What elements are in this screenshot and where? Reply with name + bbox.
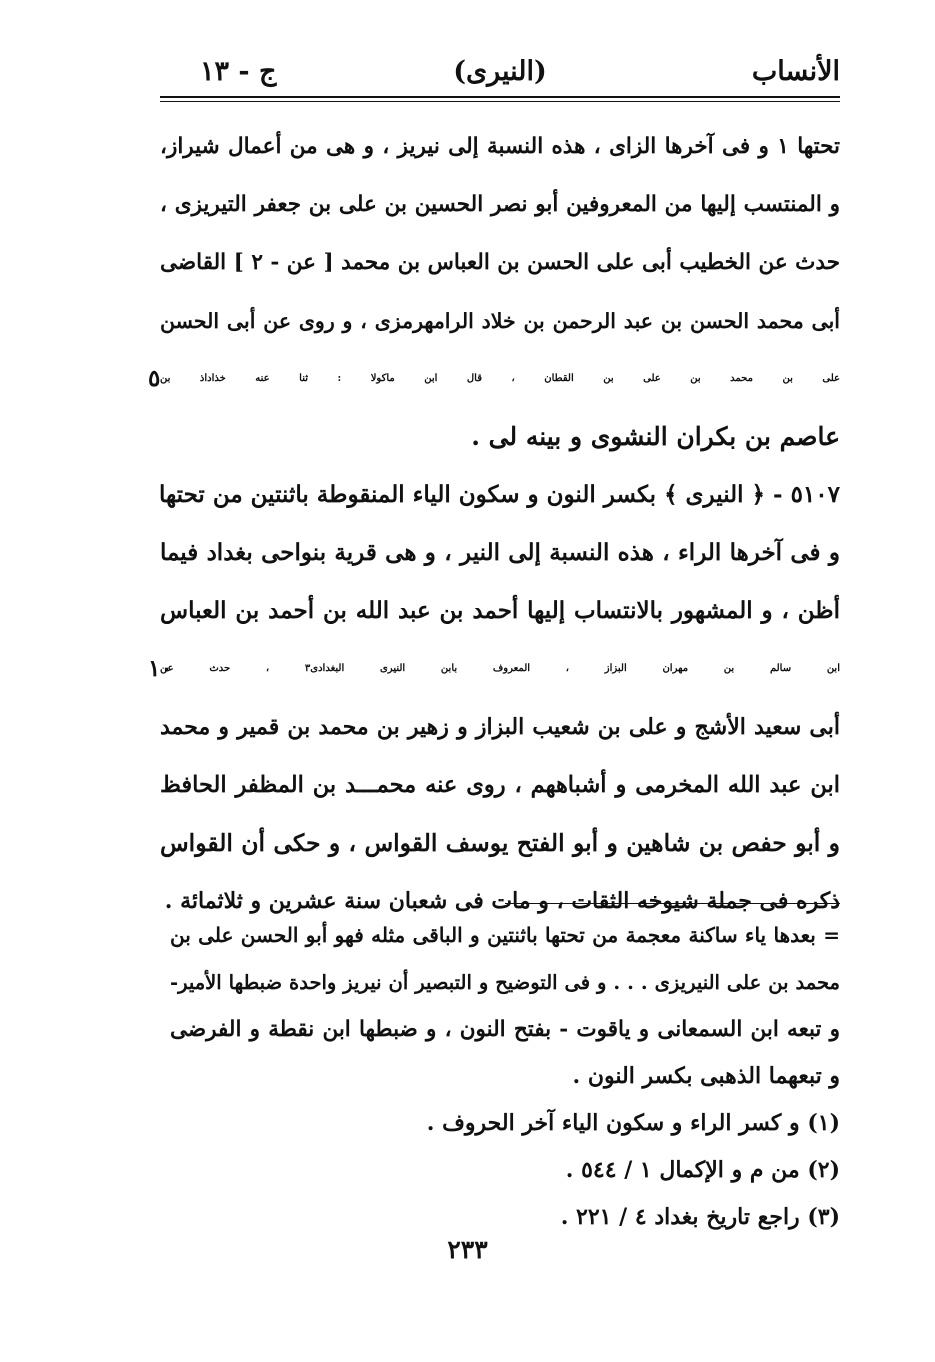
- text-line: أظن ، و المشهور بالانتساب إليها أحمد بن عبد الله بن أحمد بن العباس: [160, 597, 840, 624]
- text-line: تحتها ١ و فى آخرها الزاى ، هذه النسبة إلى نيريز ، و هى من أعمال شيراز،: [160, 134, 841, 159]
- line-number-5: ٥: [148, 365, 161, 392]
- text-line: ابن سالم بن مهران البزاز ، المعروف بابن النيرى البغدادى٣ ، حدث عن: [160, 663, 840, 674]
- header-rule-thin: [160, 101, 840, 102]
- entry-heading-line: ٥١٠٧ - ﴿ النيرى ﴾ بكسر النون و سكون الياء المنقوطة باثنتين من تحتها: [159, 481, 840, 508]
- text-line: على بن محمد بن على بن القطان ، قال ابن ماكولا : ثنا عنه خذاداذ بن: [160, 373, 840, 384]
- page-number: ٢٣٣: [447, 1235, 488, 1264]
- text-line-wrap: [148, 350, 840, 408]
- entry-title: (النيرى): [453, 56, 547, 87]
- footnote-1: (١) و كسر الراء و سكون الياء آخر الحروف .: [426, 1110, 840, 1136]
- text-line: أبى محمد الحسن بن عبد الرحمن بن خلاد الرامهرمزى ، و روى عن أبى الحسن: [160, 309, 840, 333]
- footnote-3: (٣) راجع تاريخ بغداد ٤ / ٢٢١ .: [560, 1204, 840, 1230]
- main-text: [148, 118, 841, 930]
- text-line: ذكره فى جملة شيوخه الثقات ، و مات فى شعبان سنة عشرين و ثلاثمائة .: [164, 888, 840, 914]
- text-line: أبى سعيد الأشج و على بن شعيب البزاز و زهير بن محمد بن قمير و محمد: [160, 714, 840, 740]
- text-line: عاصم بن بكران النشوى و بينه لى .: [471, 422, 840, 451]
- text-line: و المنتسب إليها من المعروفين أبو نصر الحسين بن على بن جعفر التيريزى ،: [160, 192, 840, 217]
- running-header: [160, 52, 840, 92]
- line-number-10: ١٠: [148, 655, 173, 682]
- header-rule-thick: [160, 96, 840, 98]
- volume-number: ج - ١٣: [200, 56, 277, 87]
- footnote-continuation-line: و تبعهما الذهبى بكسر النون .: [572, 1063, 840, 1089]
- footnote-rule: [505, 903, 840, 904]
- text-line: و أبو حفص بن شاهين و أبو الفتح يوسف القواس ، و حكى أن القواس: [160, 829, 840, 857]
- text-line: و فى آخرها الراء ، هذه النسبة إلى النير ، و هى قرية بنواحى بغداد فيما: [160, 539, 840, 566]
- footnote-continuation-line: = بعدها ياء ساكنة معجمة من تحتها باثنتين و الباقى مثله فهو أبو الحسن على بن: [170, 923, 840, 947]
- book-title: الأنساب: [751, 56, 840, 87]
- text-line-wrap: [148, 640, 840, 698]
- text-line: حدث عن الخطيب أبى على الحسن بن العباس بن محمد [ عن - ٢ ] القاضى: [160, 250, 840, 275]
- footnotes: [170, 912, 840, 1241]
- footnote-continuation-line: محمد بن على النيريزى . . . و فى التوضيح و التبصير أن نيريز واحدة ضبطها الأمير-: [170, 971, 840, 994]
- footnote-2: (٢) من م و الإكمال ١ / ٥٤٤ .: [565, 1157, 840, 1183]
- text-line: ابن عبد الله المخرمى و أشباههم ، روى عنه محمـــد بن المظفر الحافظ: [160, 772, 840, 798]
- footnote-continuation-line: و تبعه ابن السمعانى و ياقوت - بفتح النون ، و ضبطها ابن نقطة و الفرضى: [170, 1017, 840, 1042]
